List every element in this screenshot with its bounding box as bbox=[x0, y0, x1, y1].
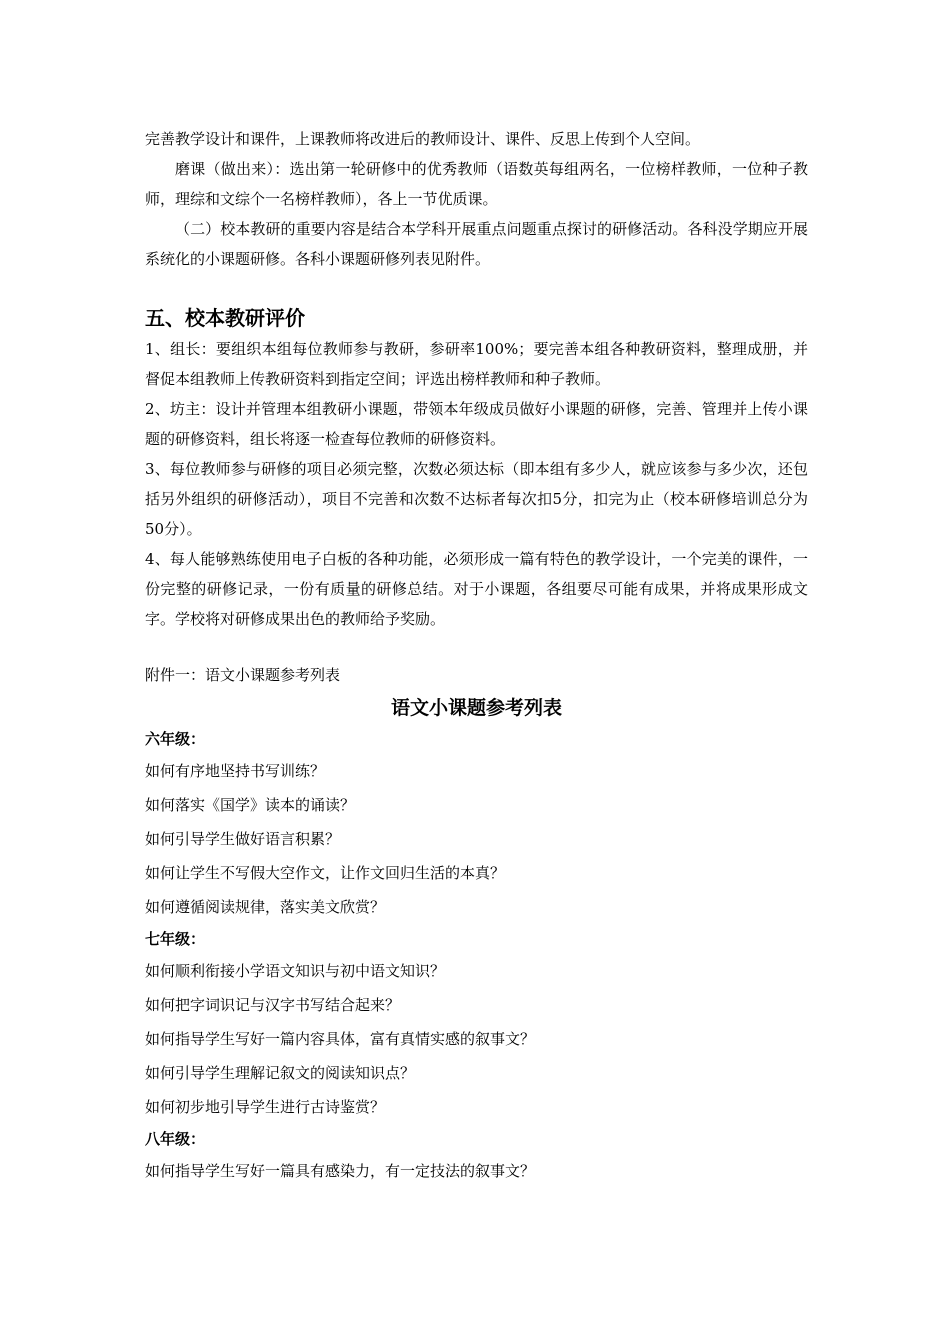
list-item: 如何顺利衔接小学语文知识与初中语文知识？ bbox=[145, 962, 446, 980]
grade-heading-eight: 八年级： bbox=[145, 1130, 206, 1148]
list-item: 如何引导学生理解记叙文的阅读知识点？ bbox=[145, 1064, 416, 1082]
document-body bbox=[145, 124, 808, 1188]
spacer bbox=[145, 274, 808, 292]
evaluation-item-4: 4、每人能够熟练使用电子白板的各种功能，必须形成一篇有特色的教学设计，一个完美的课件，一份完整的研修记录，一份有质量的研修总结。对于小课题，各组要尽可能有成果，并将成果形成文字。学校将对研修成果出色的教师给予奖励。 bbox=[145, 550, 808, 628]
grade-heading-seven: 七年级： bbox=[145, 930, 206, 948]
paragraph-polish-lesson: 磨课（做出来）：选出第一轮研修中的优秀教师（语数英每组两名，一位榜样教师，一位种子教师，理综和文综个一名榜样教师），各上一节优质课。 bbox=[145, 160, 808, 208]
list-item: 如何把字词识记与汉字书写结合起来？ bbox=[145, 996, 401, 1014]
paragraph-lesson-design: 完善教学设计和课件，上课教师将改进后的教师设计、课件、反思上传到个人空间。 bbox=[145, 130, 701, 148]
evaluation-item-1: 1、组长：要组织本组每位教师参与教研，参研率100%；要完善本组各种教研资料，整理成册，并督促本组教师上传教研资料到指定空间；评选出榜样教师和种子教师。 bbox=[145, 340, 808, 388]
list-item: 如何初步地引导学生进行古诗鉴赏？ bbox=[145, 1098, 386, 1116]
list-item: 如何指导学生写好一篇具有感染力，有一定技法的叙事文？ bbox=[145, 1162, 536, 1180]
list-item: 如何遵循阅读规律，落实美文欣赏？ bbox=[145, 898, 386, 916]
list-item: 如何引导学生做好语言积累？ bbox=[145, 830, 341, 848]
list-item: 如何让学生不写假大空作文，让作文回归生活的本真？ bbox=[145, 864, 506, 882]
list-item: 如何指导学生写好一篇内容具体，富有真情实感的叙事文？ bbox=[145, 1030, 536, 1048]
section-heading-evaluation: 五、校本教研评价 bbox=[145, 306, 305, 330]
evaluation-item-2: 2、坊主：设计并管理本组教研小课题，带领本年级成员做好小课题的研修，完善、管理并上传小课题的研修资料，组长将逐一检查每位教师的研修资料。 bbox=[145, 400, 808, 448]
list-item: 如何落实《国学》读本的诵读？ bbox=[145, 796, 356, 814]
evaluation-item-3: 3、每位教师参与研修的项目必须完整，次数必须达标（即本组有多少人，就应该参与多少次，还包括另外组织的研修活动），项目不完善和次数不达标者每次扣5分，扣完为止（校本研修培训总分为50分）。 bbox=[145, 460, 808, 538]
list-item: 如何有序地坚持书写训练？ bbox=[145, 762, 326, 780]
paragraph-school-research: （二）校本教研的重要内容是结合本学科开展重点问题重点探讨的研修活动。各科没学期应开展系统化的小课题研修。各科小课题研修列表见附件。 bbox=[145, 220, 808, 268]
grade-heading-six: 六年级： bbox=[145, 730, 206, 748]
attachment-title: 语文小课题参考列表 bbox=[390, 697, 562, 719]
attachment-label: 附件一：语文小课题参考列表 bbox=[145, 666, 341, 684]
